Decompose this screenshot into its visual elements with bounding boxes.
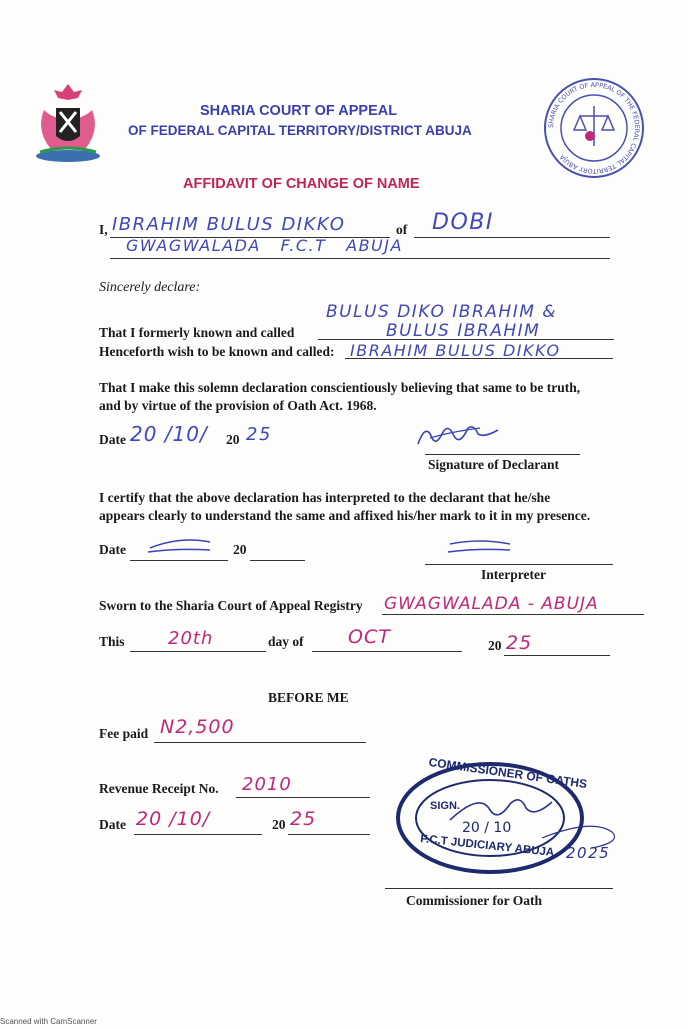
day-line bbox=[130, 651, 266, 652]
commissioner-label: Commissioner for Oath bbox=[406, 893, 542, 908]
year3-value: 25 bbox=[506, 632, 533, 654]
date-value: 20 /10/ bbox=[130, 422, 208, 446]
day-of-label: day of bbox=[268, 634, 304, 649]
before-me: BEFORE ME bbox=[268, 690, 349, 705]
sworn-label: Sworn to the Sharia Court of Appeal Registry bbox=[99, 598, 363, 613]
svg-text:SHARIA COURT OF APPEAL OF THE: SHARIA COURT OF APPEAL OF THE FEDERAL CAPITAL TERRITORY ABUJA bbox=[546, 80, 642, 176]
certify-line-2: appears clearly to understand the same and affixed his/her mark to it in my presence. bbox=[99, 508, 591, 523]
year-value: 25 bbox=[246, 424, 272, 445]
date2-strike bbox=[146, 538, 216, 554]
stamp-top: COMMISSIONER OF OATHS bbox=[427, 754, 588, 792]
declarant-address-1: DOBI bbox=[432, 210, 494, 235]
date-label: Date bbox=[99, 432, 126, 447]
solemn-line-2: and by virtue of the provision of Oath Act. 1968. bbox=[99, 398, 377, 413]
declarant-signature bbox=[412, 418, 502, 454]
year2-line bbox=[250, 560, 305, 561]
sincerely-declare: Sincerely declare: bbox=[99, 280, 201, 295]
declarant-name: IBRAHIM BULUS DIKKO bbox=[112, 214, 346, 235]
fee-label: Fee paid bbox=[99, 726, 149, 741]
receipt-label: Revenue Receipt No. bbox=[99, 781, 219, 796]
of-label: of bbox=[396, 222, 408, 237]
formerly-label: That I formerly known and called bbox=[99, 325, 295, 340]
document-title: AFFIDAVIT OF CHANGE OF NAME bbox=[183, 176, 420, 192]
year4-value: 25 bbox=[290, 808, 317, 830]
coat-of-arms-icon bbox=[30, 80, 106, 166]
day-value: 20th bbox=[168, 628, 214, 649]
interpreter-label: Interpreter bbox=[481, 567, 546, 582]
declarant-prefix: I, bbox=[99, 222, 108, 237]
year4-line bbox=[288, 834, 370, 835]
certify-line-1: I certify that the above declaration has interpreted to the declarant that he/she bbox=[99, 490, 551, 505]
sworn-registry: GWAGWALADA - ABUJA bbox=[384, 594, 599, 614]
address-line-1 bbox=[414, 237, 610, 238]
court-name: SHARIA COURT OF APPEAL bbox=[200, 103, 398, 119]
date4-value: 20 /10/ bbox=[136, 808, 211, 830]
fee-value: N2,500 bbox=[160, 716, 235, 738]
year-prefix: 20 bbox=[226, 432, 240, 447]
scanner-footer: Scanned with CamScanner bbox=[0, 1017, 97, 1026]
year3-line bbox=[504, 655, 610, 656]
date4-line bbox=[134, 834, 262, 835]
signature-line bbox=[425, 454, 580, 455]
receipt-line bbox=[236, 797, 370, 798]
date2-line bbox=[130, 560, 228, 561]
court-seal-icon bbox=[542, 76, 646, 180]
date4-label: Date bbox=[99, 817, 126, 832]
interpreter-strike bbox=[446, 538, 516, 556]
former-name-1: BULUS DIKO IBRAHIM & bbox=[326, 302, 558, 322]
henceforth-label: Henceforth wish to be known and called: bbox=[99, 344, 335, 359]
new-name: IBRAHIM BULUS DIKKO bbox=[350, 341, 561, 360]
stamp-bottom: F.C.T JUDICIARY ABUJA bbox=[419, 833, 555, 859]
stamp-year: 2025 bbox=[566, 844, 611, 862]
stamp-sign: SIGN. bbox=[430, 800, 460, 812]
commissioner-line bbox=[385, 888, 613, 889]
receipt-value: 2010 bbox=[242, 774, 292, 795]
fee-line bbox=[154, 742, 366, 743]
address-line-2 bbox=[110, 258, 610, 259]
date2-label: Date bbox=[99, 542, 126, 557]
interpreter-line bbox=[425, 564, 613, 565]
declarant-address-2: GWAGWALADA F.C.T ABUJA bbox=[126, 236, 403, 255]
year3-prefix: 20 bbox=[488, 638, 502, 653]
former-name-2: BULUS IBRAHIM bbox=[386, 321, 541, 341]
month-line bbox=[312, 651, 462, 652]
sworn-line bbox=[382, 614, 644, 615]
year4-prefix: 20 bbox=[272, 817, 286, 832]
signature-label: Signature of Declarant bbox=[428, 457, 559, 472]
court-district: OF FEDERAL CAPITAL TERRITORY/DISTRICT ABUJA bbox=[128, 123, 472, 138]
year2-prefix: 20 bbox=[233, 542, 247, 557]
solemn-line-1: That I make this solemn declaration conscientiously believing that same to be truth, bbox=[99, 380, 581, 395]
this-label: This bbox=[99, 634, 125, 649]
stamp-date: 20 / 10 bbox=[462, 820, 512, 836]
month-value: OCT bbox=[348, 626, 391, 648]
